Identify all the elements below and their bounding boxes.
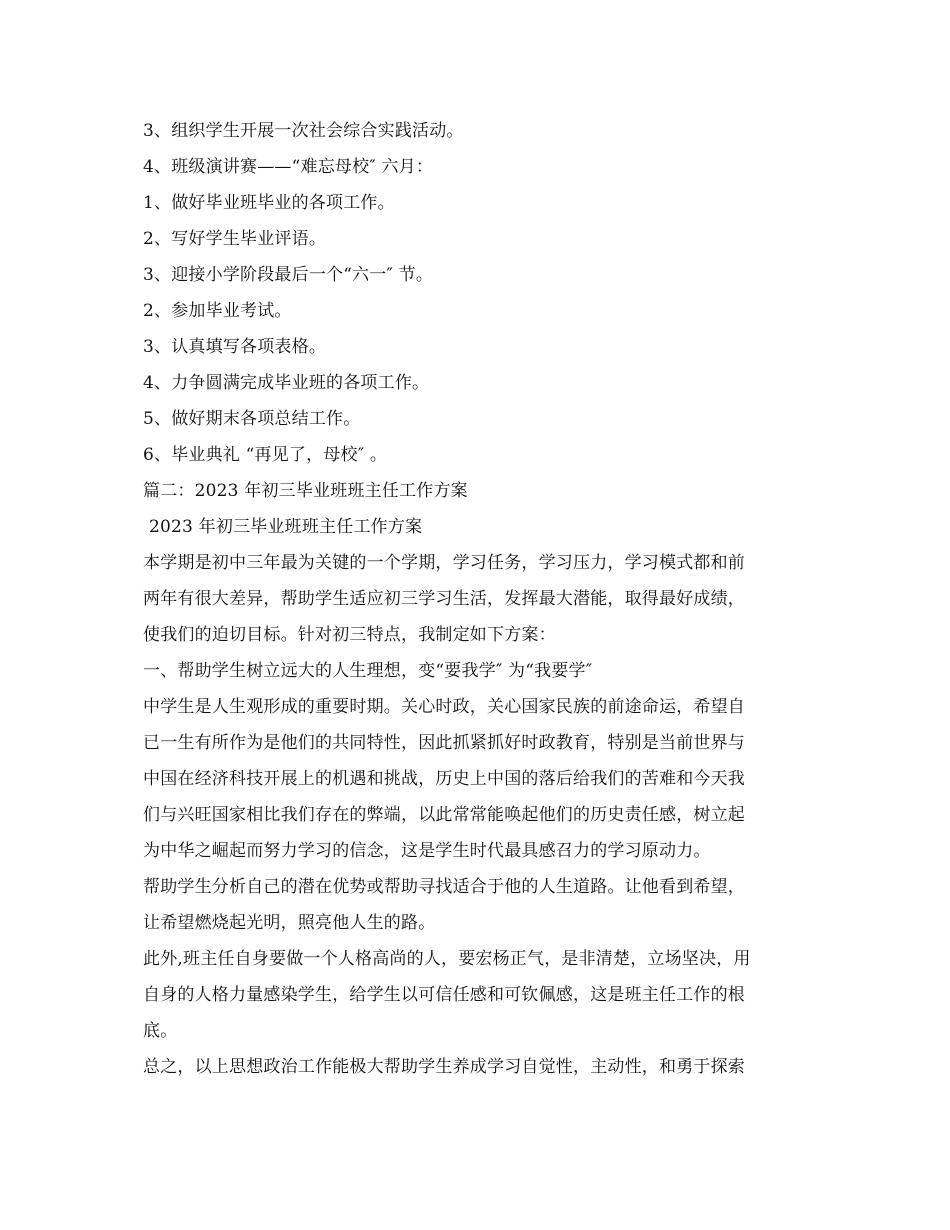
- paragraph-line: 们与兴旺国家相比我们存在的弊端，以此常常能唤起他们的历史责任感，树立起: [143, 805, 745, 825]
- paragraph-line: 已一生有所作为是他们的共同特性，因此抓紧抓好时政教育，特别是当前世界与: [143, 733, 745, 753]
- list-item: 5、做好期末各项总结工作。: [143, 409, 361, 429]
- list-item: 3、认真填写各项表格。: [143, 337, 327, 357]
- section-heading: 篇二：2023 年初三毕业班班主任工作方案: [143, 481, 468, 501]
- paragraph-line: 帮助学生分析自己的潜在优势或帮助寻找适合于他的人生道路。让他看到希望，: [143, 877, 745, 897]
- paragraph-line: 此外,班主任自身要做一个人格高尚的人，要宏杨正气，是非清楚，立场坚决，用: [143, 949, 751, 969]
- paragraph-line: 为中华之崛起而努力学习的信念，这是学生时代最具感召力的学习原动力。: [143, 841, 711, 861]
- document-body: [143, 113, 808, 1085]
- paragraph-line: 两年有很大差异，帮助学生适应初三学习生活，发挥最大潜能，取得最好成绩，: [143, 589, 745, 609]
- list-item: 1、做好毕业班毕业的各项工作。: [143, 193, 395, 213]
- paragraph-line: 中学生是人生观形成的重要时期。关心时政，关心国家民族的前途命运，希望自: [143, 697, 745, 717]
- list-item: 3、迎接小学阶段最后一个“六一″ 节。: [143, 265, 434, 285]
- list-item: 2、参加毕业考试。: [143, 301, 292, 321]
- paragraph-line: 底。: [143, 1021, 178, 1041]
- document-title: 2023 年初三毕业班班主任工作方案: [149, 517, 423, 537]
- paragraph-line: 本学期是初中三年最为关键的一个学期，学习任务，学习压力，学习模式都和前: [143, 553, 745, 573]
- list-item: 6、毕业典礼 “再见了，母校″ 。: [143, 445, 388, 465]
- list-item: 2、写好学生毕业评语。: [143, 229, 327, 249]
- list-item: 3、组织学生开展一次社会综合实践活动。: [143, 121, 464, 141]
- paragraph-line: 让希望燃烧起光明，照亮他人生的路。: [143, 913, 436, 933]
- paragraph-line: 使我们的迫切目标。针对初三特点，我制定如下方案：: [143, 625, 556, 645]
- paragraph-line: 总之，以上思想政治工作能极大帮助学生养成学习自觉性，主动性，和勇于探索: [143, 1057, 745, 1077]
- list-item: 4、力争圆满完成毕业班的各项工作。: [143, 373, 430, 393]
- list-item: 4、班级演讲赛——“难忘母校″ 六月：: [143, 157, 434, 177]
- section-heading: 一、帮助学生树立远大的人生理想，变“要我学″ 为“我要学″: [143, 661, 593, 681]
- paragraph-line: 自身的人格力量感染学生，给学生以可信任感和可钦佩感，这是班主任工作的根: [143, 985, 745, 1005]
- paragraph-line: 中国在经济科技开展上的机遇和挑战，历史上中国的落后给我们的苦难和今天我: [143, 769, 745, 789]
